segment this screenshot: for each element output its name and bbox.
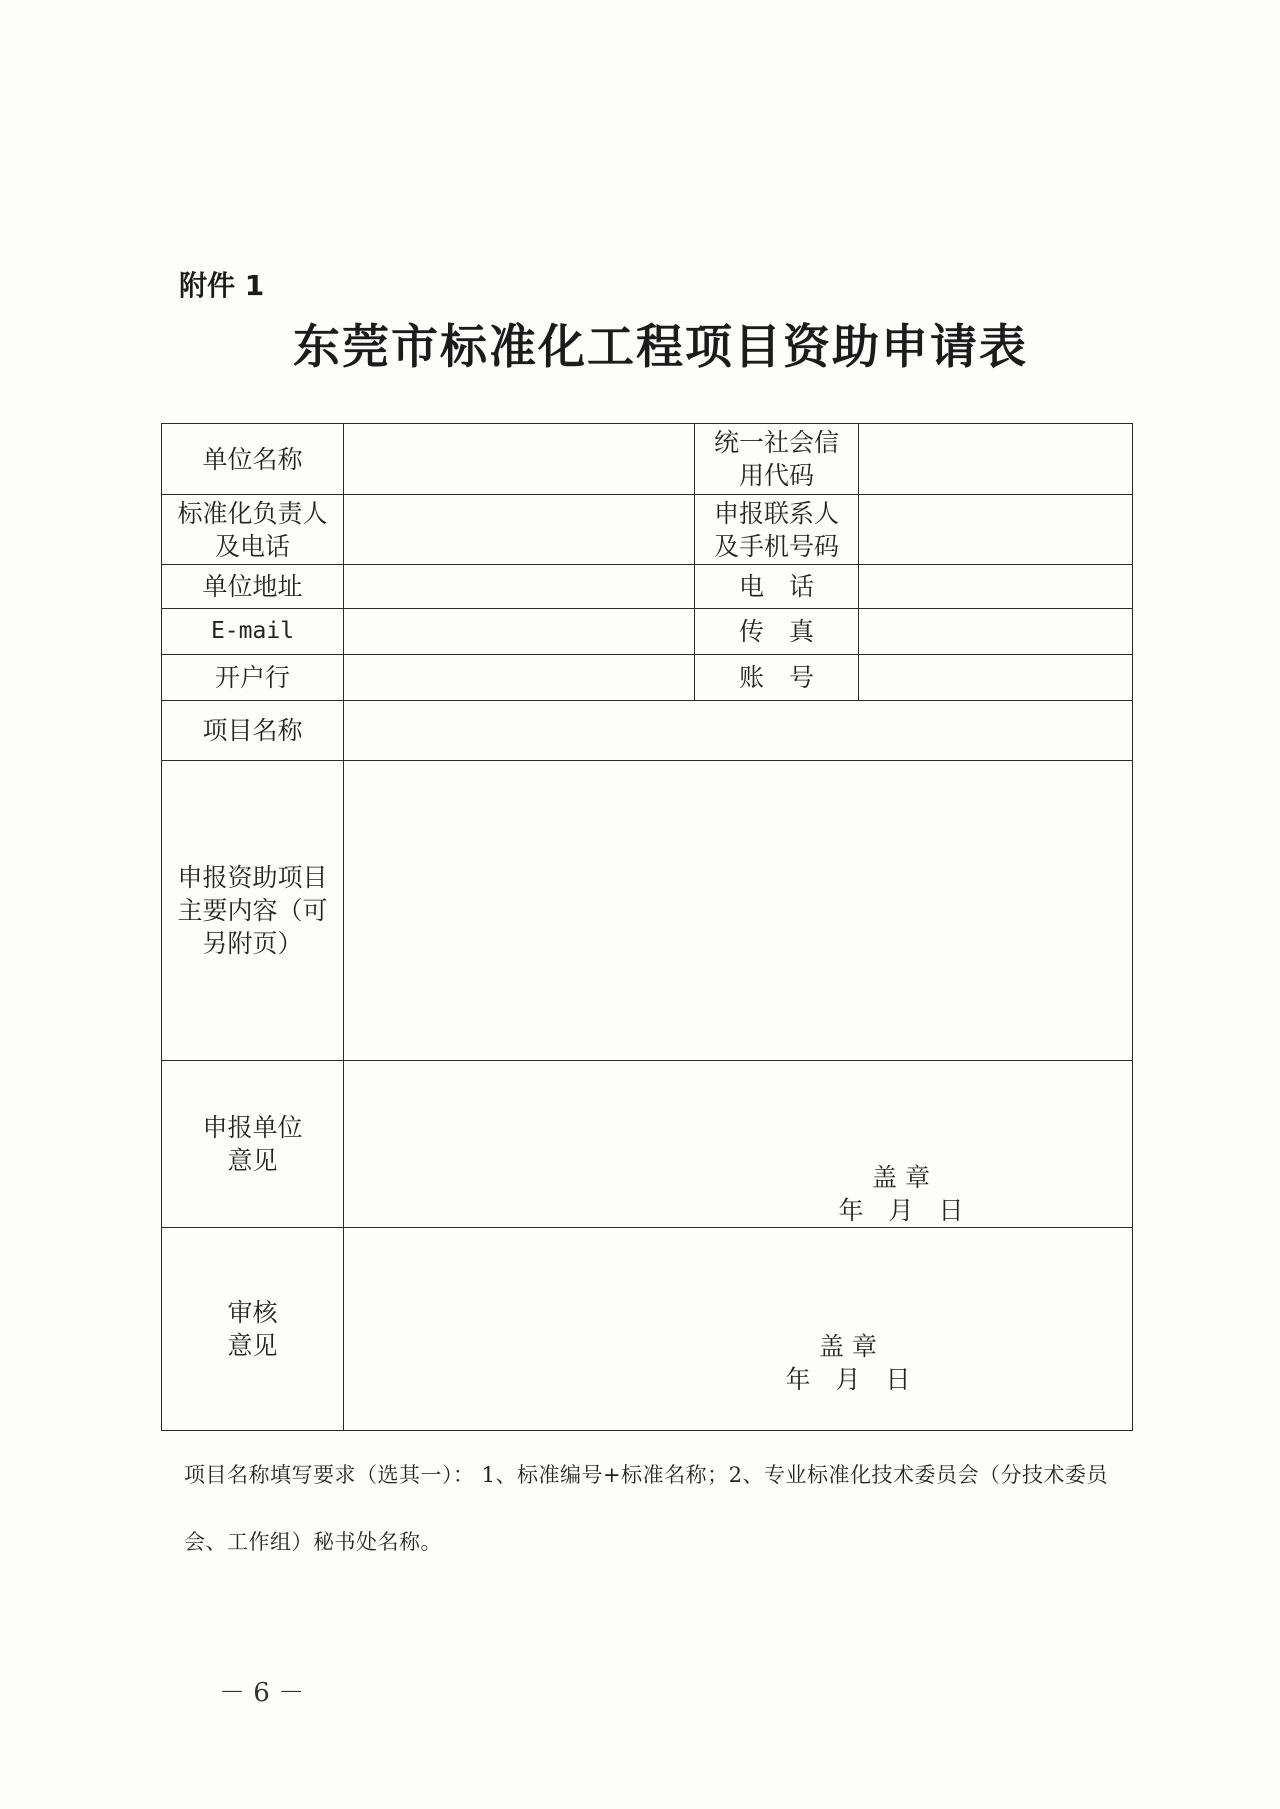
- applicant-opinion-label-cell: [162, 1061, 344, 1228]
- unit-name-label-cell: [162, 424, 344, 495]
- fax-label-cell: [695, 609, 859, 655]
- standardization-lead-value-cell: [344, 495, 695, 565]
- project-name-value-cell: [344, 701, 1133, 761]
- account-value-cell: [859, 655, 1133, 701]
- review-opinion-area: [344, 1229, 1132, 1430]
- project-content-label: 申报资助项目主要内容（可另附页）: [177, 863, 328, 958]
- phone-value-cell: [859, 565, 1133, 609]
- email-label-cell: [162, 609, 344, 655]
- contact-label-cell: [695, 495, 859, 565]
- standardization-lead-label-cell: [162, 495, 344, 565]
- project-content-value-cell: [344, 761, 1133, 1061]
- review-opinion-label-cell: [162, 1228, 344, 1431]
- project-content-label-cell: [162, 761, 344, 1061]
- application-form-table: [161, 423, 1133, 1431]
- review-opinion-label: 审核意见: [227, 1298, 278, 1360]
- fax-value-cell: [859, 609, 1133, 655]
- applicant-opinion-area: [344, 1062, 1132, 1227]
- applicant-seal-text: 盖 章: [872, 1162, 930, 1192]
- review-seal-text: 盖 章: [819, 1331, 877, 1361]
- page-number: － 6 －: [219, 1678, 305, 1708]
- bank-label-cell: [162, 655, 344, 701]
- address-label: 单位地址: [202, 572, 303, 601]
- review-opinion-value-cell: [344, 1228, 1133, 1431]
- applicant-seal-block: [831, 1161, 971, 1227]
- phone-label-cell: [695, 565, 859, 609]
- phone-label: 电 话: [738, 572, 814, 601]
- review-date-text: 年 月 日: [785, 1364, 911, 1394]
- form-row-bank: [162, 655, 1133, 701]
- project-name-label-cell: [162, 701, 344, 761]
- project-name-label: 项目名称: [202, 716, 303, 745]
- form-row-applicant-opinion: [162, 1061, 1133, 1228]
- address-label-cell: [162, 565, 344, 609]
- unit-name-label: 单位名称: [202, 444, 303, 474]
- attachment-label: 附件 1: [179, 269, 265, 302]
- contact-value-cell: [859, 495, 1133, 565]
- form-row-review-opinion: [162, 1228, 1133, 1431]
- document-title: 东莞市标准化工程项目资助申请表: [293, 320, 1028, 375]
- form-row-standardization-lead: [162, 495, 1133, 565]
- applicant-opinion-label: 申报单位意见: [202, 1113, 303, 1175]
- applicant-date-text: 年 月 日: [838, 1195, 964, 1225]
- review-seal-block: [778, 1330, 918, 1396]
- email-label: E-mail: [210, 618, 295, 644]
- applicant-opinion-value-cell: [344, 1061, 1133, 1228]
- unit-name-value-cell: [344, 424, 695, 495]
- account-label-cell: [695, 655, 859, 701]
- contact-label: 申报联系人及手机号码: [713, 498, 839, 561]
- credit-code-label-cell: [695, 424, 859, 495]
- form-row-address: [162, 565, 1133, 609]
- credit-code-value-cell: [859, 424, 1133, 495]
- fax-label: 传 真: [738, 617, 814, 646]
- address-value-cell: [344, 565, 695, 609]
- form-row-project-name: [162, 701, 1133, 761]
- email-value-cell: [344, 609, 695, 655]
- project-name-requirement-note: 项目名称填写要求（选其一）： 1、标准编号+标准名称；2、专业标准化技术委员会（分技术委员会、工作组）秘书处名称。: [184, 1463, 1108, 1554]
- bank-value-cell: [344, 655, 695, 701]
- form-row-email: [162, 609, 1133, 655]
- form-row-project-content: [162, 761, 1133, 1061]
- form-row-unit-name: [162, 424, 1133, 495]
- bank-label: 开户行: [214, 663, 290, 692]
- credit-code-label: 统一社会信用代码: [713, 428, 839, 490]
- account-label: 账 号: [738, 663, 814, 692]
- standardization-lead-label: 标准化负责人及电话: [177, 498, 328, 561]
